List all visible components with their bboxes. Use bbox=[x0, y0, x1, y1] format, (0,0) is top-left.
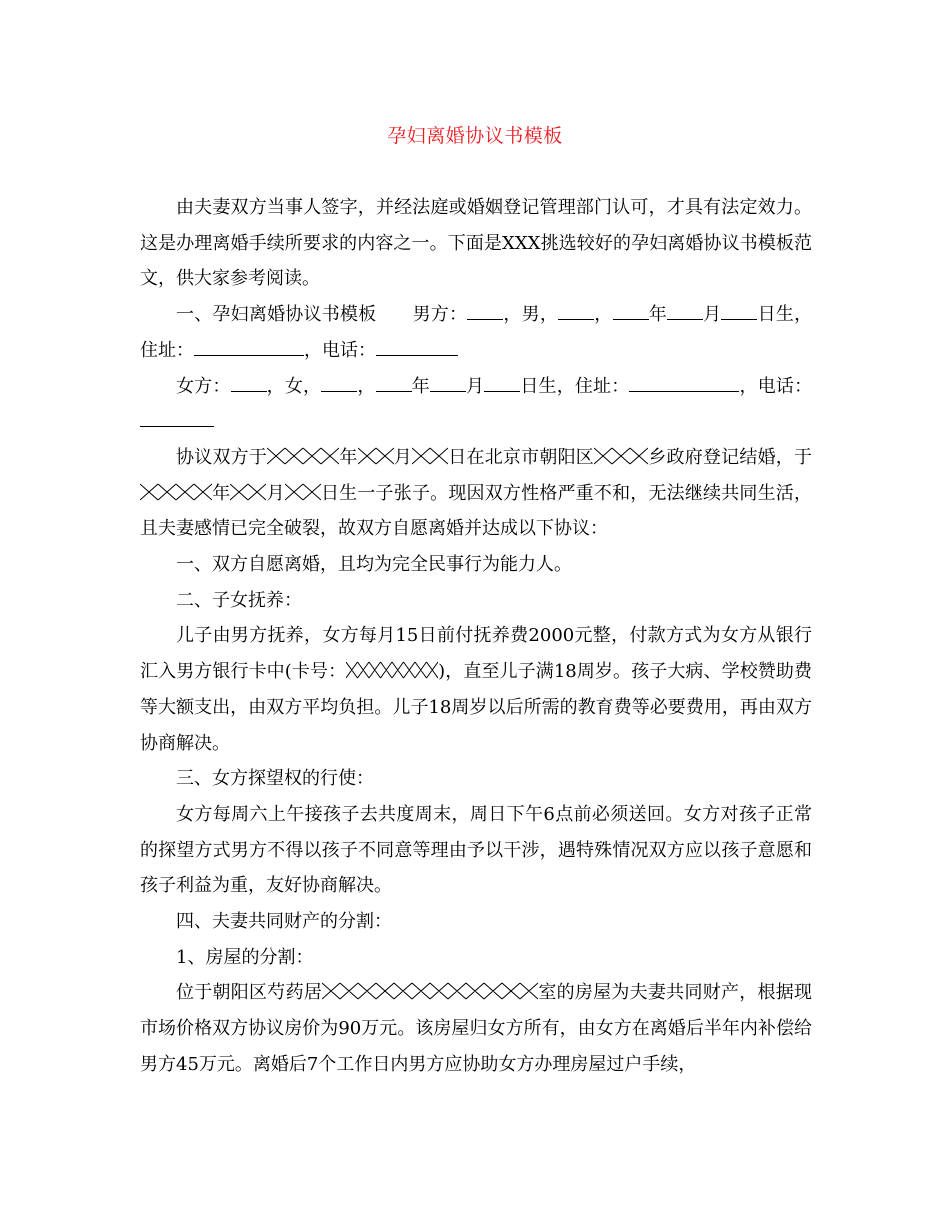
female-address-blank bbox=[629, 371, 739, 392]
house-text: 位于朝阳区芍药居 bbox=[176, 982, 323, 1004]
clause-4-heading: 四、夫妻共同财产的分割： bbox=[176, 911, 392, 933]
house-heading: 1、房屋的分割： bbox=[176, 946, 314, 968]
address-label: 住址： bbox=[140, 339, 194, 361]
comma: ， bbox=[556, 375, 575, 397]
comma: ， bbox=[539, 304, 559, 326]
marriage-text: 日在北京市朝阳区 bbox=[448, 446, 595, 468]
year-label: 年 bbox=[339, 446, 358, 468]
month-label: 月 bbox=[393, 446, 413, 468]
redaction-mark bbox=[412, 447, 448, 465]
comma: ， bbox=[794, 304, 813, 326]
female-label: 女方： bbox=[176, 375, 231, 397]
female-party-paragraph bbox=[140, 369, 812, 440]
comma: ， bbox=[266, 375, 285, 397]
clause-1: 一、双方自愿离婚，且均为完全民事行为能力人。 bbox=[176, 554, 572, 576]
custody-text: )，直至儿子满18周岁。孩子大病、学校赞助费等大额支出，由双方平均负担。儿子18周岁以后所需的教育费等必要费用，再由双方协商解决。 bbox=[140, 661, 812, 754]
redaction-mark bbox=[267, 447, 339, 465]
marriage-text: 日生一子张子。现因双方性格严重不和，无法继续共同生活，且夫妻感情已完全破裂，故双方自愿离婚并达成以下协议： bbox=[140, 482, 813, 540]
marriage-text: 乡政府登记结婚，于 bbox=[648, 446, 813, 468]
comma: ， bbox=[357, 375, 376, 397]
clause-3-heading: 三、女方探望权的行使： bbox=[176, 768, 374, 790]
document-title: 孕妇离婚协议书模板 bbox=[387, 125, 563, 147]
redaction-mark bbox=[230, 483, 266, 501]
male-label: 男方： bbox=[412, 304, 468, 326]
phone-label: 电话： bbox=[757, 375, 813, 397]
female-year-blank bbox=[376, 371, 412, 392]
comma: ， bbox=[594, 304, 613, 326]
year-label: 年 bbox=[411, 375, 430, 397]
male-year-blank bbox=[613, 299, 649, 320]
comma: ， bbox=[303, 375, 322, 397]
phone-label: 电话： bbox=[322, 339, 376, 361]
female-phone-blank bbox=[140, 406, 214, 427]
section-heading: 一、孕妇离婚协议书模板 bbox=[176, 304, 377, 326]
male-name-blank bbox=[467, 299, 503, 320]
redaction-mark bbox=[358, 447, 394, 465]
day-born-label: 日生 bbox=[520, 375, 557, 397]
redaction-mark bbox=[140, 483, 212, 501]
custody-text: 儿子由男方抚养，女方每月15日前付抚养费2000元整，付款方式为女方从银行汇入男方银行卡中(卡号： bbox=[140, 625, 812, 683]
female-gender: 女 bbox=[284, 375, 304, 397]
address-redaction-mark bbox=[322, 982, 538, 1000]
card-number-redaction-mark bbox=[346, 661, 438, 679]
marriage-text: 协议双方于 bbox=[176, 446, 268, 468]
marriage-paragraph bbox=[140, 440, 812, 547]
month-label: 月 bbox=[266, 482, 285, 504]
male-party-paragraph bbox=[140, 297, 812, 368]
clause-2-heading: 二、子女抚养： bbox=[176, 589, 302, 611]
female-day-blank bbox=[484, 371, 520, 392]
male-day-blank bbox=[721, 299, 757, 320]
comma: ， bbox=[739, 375, 758, 397]
female-month-blank bbox=[430, 371, 466, 392]
male-address-blank bbox=[194, 335, 304, 356]
year-label: 年 bbox=[212, 482, 231, 504]
address-label: 住址： bbox=[574, 375, 630, 397]
document-body bbox=[140, 190, 812, 1083]
month-label: 月 bbox=[702, 304, 722, 326]
redaction-mark bbox=[285, 483, 321, 501]
male-gender: 男 bbox=[521, 304, 540, 326]
male-phone-blank bbox=[376, 335, 458, 356]
male-month-blank bbox=[667, 299, 703, 320]
redaction-mark bbox=[594, 447, 648, 465]
intro-paragraph: 由夫妻双方当事人签字，并经法庭或婚姻登记管理部门认可，才具有法定效力。这是办理离婚手续所要求的内容之一。下面是XXX挑选较好的孕妇离婚协议书模板范文，供大家参考阅读。 bbox=[140, 197, 812, 290]
comma: ， bbox=[304, 339, 322, 361]
year-label: 年 bbox=[648, 304, 667, 326]
house-paragraph bbox=[140, 975, 812, 1082]
visitation-paragraph: 女方每周六上午接孩子去共度周末，周日下午6点前必须送回。女方对孩子正常的探望方式男方不得以孩子不同意等理由予以干涉，遇特殊情况双方应以孩子意愿和孩子利益为重，友好协商解决。 bbox=[140, 803, 812, 897]
month-label: 月 bbox=[465, 375, 485, 397]
female-ethnicity-blank bbox=[321, 371, 357, 392]
comma: ， bbox=[503, 304, 522, 326]
custody-paragraph bbox=[140, 618, 812, 761]
house-text: 室的房屋为夫妻共同财产，根据现市场价格双方协议房价为90万元。该房屋归女方所有，由女方在离婚后半年内补偿给男方45万元。离婚后7个工作日内男方应协助女方办理房屋过户手续， bbox=[140, 982, 813, 1075]
female-name-blank bbox=[231, 371, 267, 392]
male-ethnicity-blank bbox=[558, 299, 594, 320]
day-born-label: 日生 bbox=[757, 304, 795, 326]
